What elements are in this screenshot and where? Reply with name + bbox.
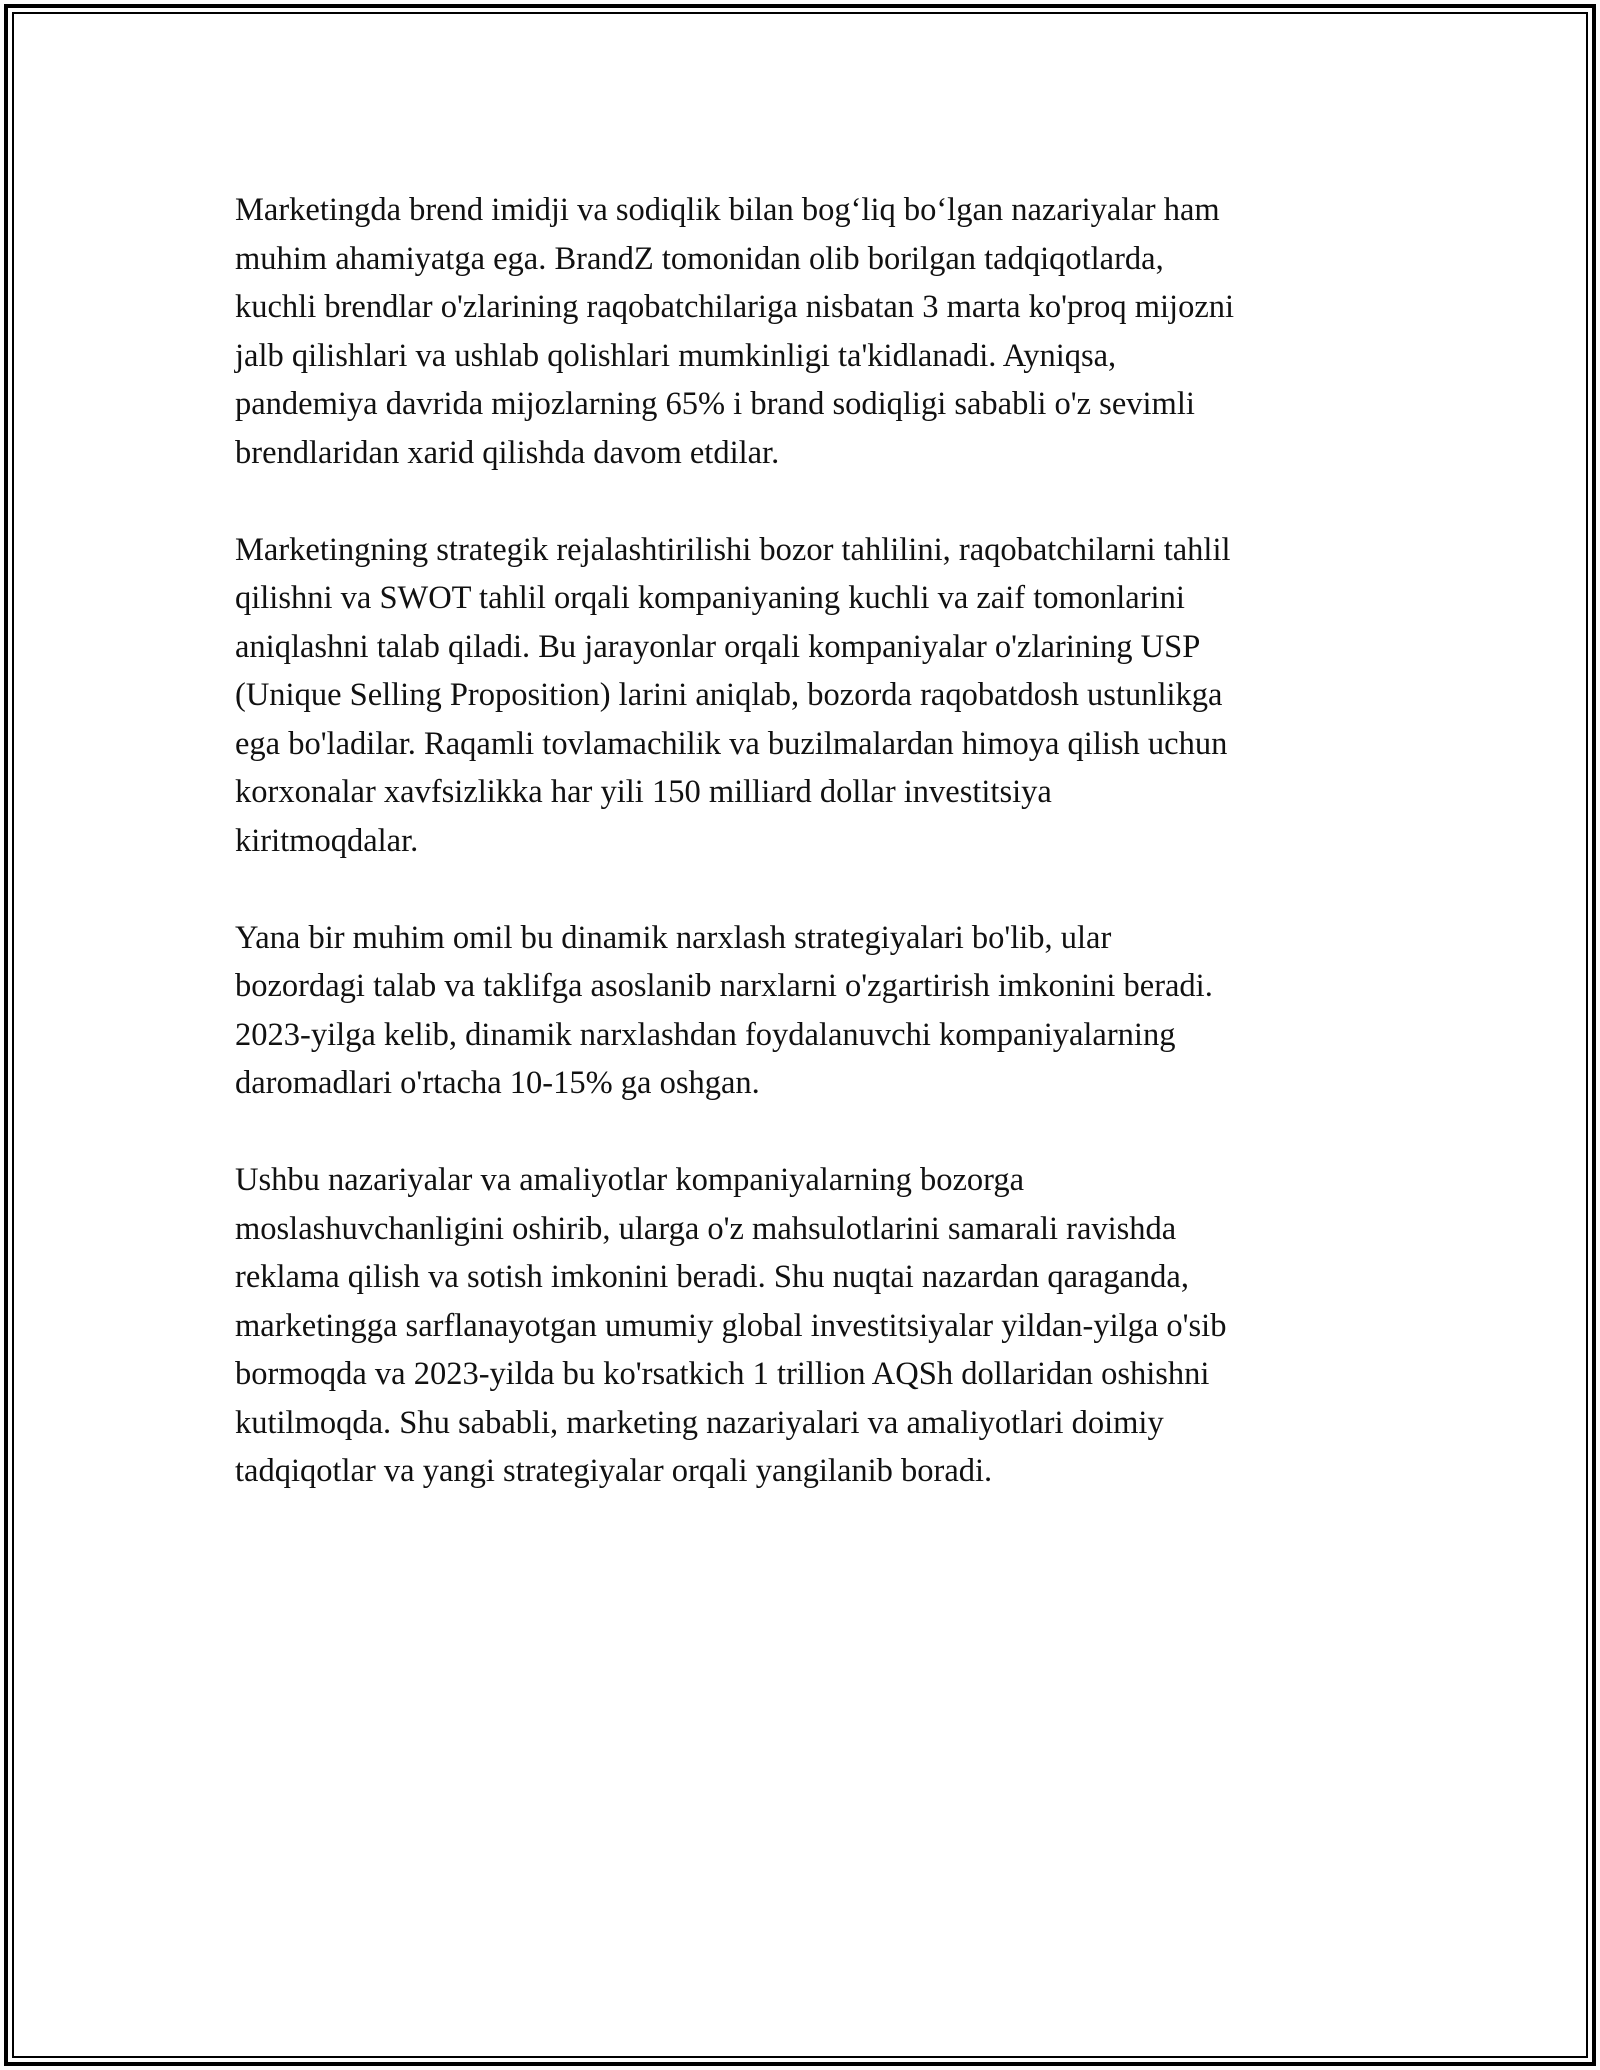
paragraph-dynamic-pricing: Yana bir muhim omil bu dinamik narxlash strategiyalari bo'lib, ular bozordagi talab va taklifga asoslanib narxlarni o'zgartirish imkonini beradi. 2023-yilga kelib, dinamik narxlashdan foydalanuvchi kompaniyalarning daromadlari o'rtacha 10-15% ga oshgan. [235, 919, 1213, 1101]
paragraph-conclusion: Ushbu nazariyalar va amaliyotlar kompaniyalarning bozorga moslashuvchanligini oshirib, ularga o'z mahsulotlarini samarali ravishda reklama qilish va sotish imkonini beradi. Shu nuqtai nazardan qaraganda, marketingga sarflanayotgan umumiy global investitsiyalar yildan-yilga o'sib bormoqda va 2023-yilda bu ko'rsatkich 1 trillion AQSh dollaridan oshishni kutilmoqda. Shu sababli, marketing nazariyalari va amaliyotlari doimiy tadqiqotlar va yangi strategiyalar orqali yangilanib boradi. [235, 1162, 1227, 1489]
document-body [235, 186, 1385, 1544]
paragraph-brand-loyalty: Marketingda brend imidji va sodiqlik bilan bog‘liq bo‘lgan nazariyalar ham muhim ahamiyatga ega. BrandZ tomonidan olib borilgan tadqiqotlarda, kuchli brendlar o'zlarining raqobatchilariga nisbatan 3 marta ko'proq mijozni jalb qilishlari va ushlab qolishlari mumkinligi ta'kidlanadi. Ayniqsa, pandemiya davrida mijozlarning 65% i brand sodiqligi sababli o'z sevimli brendlaridan xarid qilishda davom etdilar. [235, 192, 1235, 471]
paragraph-strategic-planning: Marketingning strategik rejalashtirilishi bozor tahlilini, raqobatchilarni tahlil qilishni va SWOT tahlil orqali kompaniyaning kuchli va zaif tomonlarini aniqlashni talab qiladi. Bu jarayonlar orqali kompaniyalar o'zlarining USP (Unique Selling Proposition) larini aniqlab, bozorda raqobatdosh ustunlikga ega bo'ladilar. Raqamli tovlamachilik va buzilmalardan himoya qilish uchun korxonalar xavfsizlikka har yili 150 milliard dollar investitsiya kiritmoqdalar. [235, 531, 1231, 859]
